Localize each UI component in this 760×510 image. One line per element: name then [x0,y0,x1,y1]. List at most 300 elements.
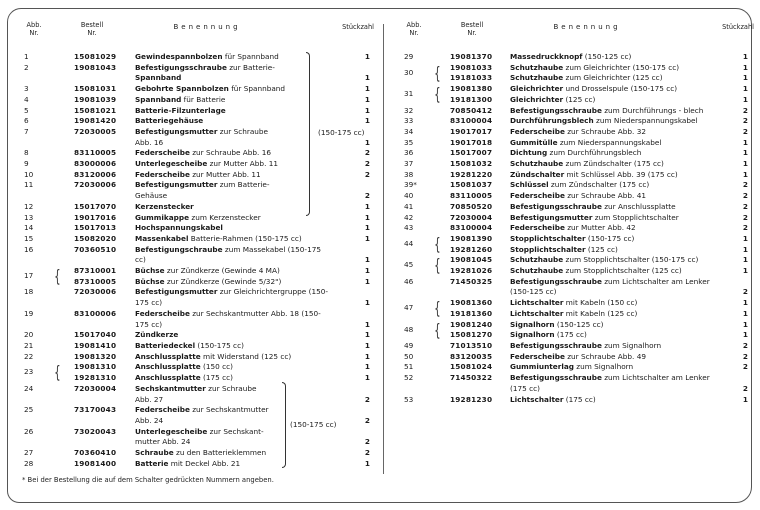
abb-nr: 20 [24,330,34,340]
stueckzahl: 2 [742,340,748,350]
part-name: Befestigungschraube [135,244,223,254]
bestell-nr: 19281260 [450,244,493,254]
variant-brace-icon: { [434,85,441,106]
part-description-continued: Abb. 16 [135,137,164,147]
part-description: (175 cc) [554,330,587,340]
bestell-nr: 19081310 [74,362,117,372]
abb-nr: 31 [404,89,414,99]
part-description: (150-125 cc) [554,319,604,329]
part-name: Schutzhaube [510,62,564,72]
bestell-nr: 83110005 [450,191,493,201]
benennung [135,52,330,63]
bestell-nr: 15081032 [450,159,493,169]
table-row [12,148,374,159]
benennung [510,373,725,394]
part-name: Befestigungsmutter [135,180,218,190]
variant-brace-icon: { [434,234,441,255]
benennung [510,52,725,63]
stueckzahl: 1 [742,148,748,158]
part-name: Signalhorn [510,319,555,329]
stueckzahl: 2 [364,394,370,404]
bestell-nr: 19081380 [450,84,493,94]
part-name: Sechskantmutter [135,383,206,393]
benennung [510,298,725,309]
table-row [392,395,754,406]
part-name: Befestigungsschraube [510,276,602,286]
bestell-nr: 19081240 [450,319,493,329]
abb-nr: 28 [24,458,34,468]
part-name: Durchführungsblech [510,116,594,126]
part-name: Unterlegescheibe [135,159,208,169]
table-header [392,22,754,46]
part-description: zum Kerzenstecker [189,212,261,222]
benennung [135,459,330,470]
bestell-nr: 15017070 [74,201,117,211]
bestell-nr: 19081420 [74,116,117,126]
bestell-nr: 71450325 [450,276,493,286]
table-row [392,73,754,84]
stueckzahl: 1 [364,298,370,308]
stueckzahl: 1 [742,330,748,340]
part-name: Gleichrichter [510,94,564,104]
stueckzahl: 1 [364,223,370,233]
abb-nr: 42 [404,212,414,222]
part-description: (150-175 cc) [195,340,244,350]
stueckzahl: 1 [364,362,370,372]
abb-nr: 7 [24,126,29,136]
abb-nr: 14 [24,223,34,233]
abb-nr: 19 [24,308,34,318]
part-description: zum Batterie- [217,180,270,190]
table-row [12,277,374,288]
stueckzahl: 2 [742,191,748,201]
table-row [12,106,374,117]
stueckzahl: 2 [364,169,370,179]
abb-nr: 33 [404,116,414,126]
variant-brace-icon: { [434,256,441,277]
bestell-nr: 19081045 [450,255,493,265]
benennung [135,95,330,106]
part-name: Batterie [135,458,169,468]
part-name: Gummikappe [135,212,190,222]
benennung [510,395,725,406]
bestell-nr: 15081270 [450,330,493,340]
part-description: zur Schraube [205,383,257,393]
bestell-nr: 19081039 [74,94,117,104]
part-description-continued: 175 cc) [135,319,163,329]
part-name: Hochspannungskabel [135,223,223,233]
abb-nr: 12 [24,201,34,211]
abb-nr: 3 [24,84,29,94]
stueckzahl: 1 [364,340,370,350]
abb-nr: 27 [24,448,34,458]
header-abb-line2: Nr. [29,28,39,37]
part-name: Batteriegehäuse [135,116,204,126]
abb-nr: 32 [404,105,414,115]
benennung [135,127,330,148]
stueckzahl: 1 [742,266,748,276]
header-bestell-line2: Nr. [467,28,477,37]
part-name: Massedruckknopf [510,52,583,61]
benennung [135,202,330,213]
table-row [392,95,754,106]
part-name: Stopplichtschalter [510,244,586,254]
benennung [510,95,725,106]
stueckzahl: 1 [364,116,370,126]
stueckzahl: 1 [742,137,748,147]
part-description: mit Kabeln (125 cc) [563,308,638,318]
part-name: Befestigungsmutter [135,287,218,297]
table-body [392,52,754,405]
group-label-nuts: (150-175 cc) [290,420,337,429]
abb-nr: 1 [24,52,29,61]
benennung [510,245,725,256]
benennung [510,106,725,117]
table-row [12,352,374,363]
part-description: für Batterie [181,94,226,104]
part-description: für Spannband [222,52,279,61]
table-row [12,180,374,201]
part-name: Schutzhaube [510,73,564,83]
part-description: zur Mutter Abb. 11 [189,169,261,179]
benennung [510,180,725,191]
stueckzahl: 1 [364,137,370,147]
stueckzahl: 1 [364,201,370,211]
part-description-continued: (150-125 cc) [510,287,557,297]
benennung [510,234,725,245]
part-description-continued: mutter Abb. 24 [135,437,191,447]
benennung [135,180,330,201]
part-description: Batterie-Rahmen (150-175 cc) [188,233,302,243]
header-bestell-line1: Bestell [80,21,104,29]
bestell-nr: 83120006 [74,169,117,179]
header-stueckzahl: Stückzahl [342,23,374,31]
benennung [510,255,725,266]
part-name: Federscheibe [510,191,565,201]
part-description-continued: Abb. 24 [135,415,164,425]
benennung [510,352,725,363]
benennung [135,116,330,127]
stueckzahl: 1 [364,276,370,286]
stueckzahl: 1 [364,330,370,340]
part-name: Schutzhaube [510,255,564,265]
stueckzahl: 1 [364,94,370,104]
abb-nr: 23 [24,367,34,377]
part-description: zum Stopplichtschalter [592,212,679,222]
abb-nr: 49 [404,340,414,350]
part-name: Befestigungsschraube [510,201,602,211]
bestell-nr: 19081370 [450,52,493,61]
stueckzahl: 2 [364,448,370,458]
part-description: zu den Batterieklemmen [173,448,267,458]
stueckzahl: 1 [742,169,748,179]
bestell-nr: 19081043 [74,62,117,72]
abb-nr: 52 [404,373,414,383]
part-name: Lichtschalter [510,308,564,318]
bestell-nr: 72030006 [74,180,117,190]
part-name: Dichtung [510,148,548,158]
part-name: Schutzhaube [510,159,564,169]
part-description: zur Schraube Abb. 32 [564,126,646,136]
benennung [510,341,725,352]
part-description-continued: (175 cc) [510,383,540,393]
bestell-nr: 83000006 [74,159,117,169]
benennung [510,127,725,138]
stueckzahl: 1 [364,351,370,361]
stueckzahl: 1 [364,52,370,61]
benennung [510,277,725,298]
part-description: zur Schraube Abb. 16 [189,148,271,158]
stueckzahl: 2 [742,362,748,372]
group-label-battery: (150-175 cc) [318,128,365,137]
part-description: zur Sechskantmutter [189,405,269,415]
abb-nr: 47 [404,303,414,313]
part-name: Büchse [135,266,165,276]
stueckzahl: 1 [742,233,748,243]
part-description-continued: Abb. 27 [135,394,164,404]
stueckzahl: 2 [742,201,748,211]
benennung [510,170,725,181]
table-row [12,459,374,470]
benennung [135,63,330,84]
abb-nr: 44 [404,238,414,248]
bestell-nr: 15081024 [450,362,493,372]
stueckzahl: 1 [742,73,748,83]
table-row [392,138,754,149]
benennung [135,84,330,95]
stueckzahl: 1 [364,266,370,276]
part-name: Büchse [135,276,165,286]
part-description: zum Durchführungsblech [547,148,642,158]
column-divider [383,24,384,474]
bestell-nr: 15017007 [450,148,493,158]
header-benennung: Benennung [173,23,241,31]
stueckzahl: 1 [742,394,748,404]
table-row [392,106,754,117]
table-row [12,427,374,448]
benennung [510,362,725,373]
table-row [12,170,374,181]
bestell-nr: 70360410 [74,448,117,458]
bestell-nr: 71450322 [450,373,493,383]
part-description: mit Kabeln (150 cc) [563,298,638,308]
parts-table-left [12,22,374,469]
part-name: Lichtschalter [510,394,564,404]
variant-brace-icon: { [434,63,441,84]
bestell-nr: 83100004 [450,116,493,126]
part-description: zur Schraube Abb. 49 [564,351,646,361]
stueckzahl: 2 [364,191,370,201]
benennung [510,159,725,170]
part-name: Federscheibe [510,223,565,233]
part-description: zum Niederspannungskabel [557,137,662,147]
benennung [135,373,330,384]
part-name: Schlüssel [510,180,549,190]
benennung [135,287,330,308]
part-description: zum Massekabel (150-175 cc) [135,244,321,265]
stueckzahl: 1 [364,319,370,329]
abb-nr: 16 [24,244,34,254]
benennung [510,309,725,320]
stueckzahl: 2 [742,126,748,136]
stueckzahl: 2 [742,383,748,393]
part-description: zum Gleichrichter (125 cc) [563,73,663,83]
stueckzahl: 1 [364,73,370,83]
bestell-nr: 19081320 [74,351,117,361]
bestell-nr: 83120035 [450,351,493,361]
part-name: Gummiunterlag [510,362,574,372]
benennung [135,309,330,330]
part-name: Federscheibe [510,126,565,136]
benennung [510,213,725,224]
part-description-continued: 175 cc) [135,298,163,308]
bestell-nr: 15082020 [74,233,117,243]
bestell-nr: 87310005 [74,276,117,286]
header-benennung: Benennung [553,23,621,31]
header-bestell-line1: Bestell [460,21,484,29]
benennung [510,116,725,127]
table-row [392,180,754,191]
benennung [135,277,330,288]
bestell-nr: 19081360 [450,298,493,308]
bestell-nr: 87310001 [74,266,117,276]
part-description: zur Schraube Abb. 41 [564,191,646,201]
part-description: (150 cc) [200,362,233,372]
abb-nr: 2 [24,62,29,72]
benennung [510,202,725,213]
header-stueckzahl: Stückzahl [722,23,754,31]
table-row [12,287,374,308]
bestell-nr: 19281026 [450,266,493,276]
footnote: * Bei der Bestellung die auf dem Schalter gedrückten Nummern angeben. [22,476,274,484]
part-name: Federscheibe [135,308,190,318]
stueckzahl: 1 [742,94,748,104]
bestell-nr: 15081031 [74,84,117,94]
abb-nr: 43 [404,223,414,233]
abb-nr: 6 [24,116,29,126]
part-name: Befestigungsschraube [510,105,602,115]
stueckzahl: 1 [364,458,370,468]
part-description: zur Sechskant- [207,426,264,436]
table-row [12,202,374,213]
stueckzahl: 1 [364,233,370,243]
benennung [135,384,330,405]
table-row [392,191,754,202]
abb-nr: 4 [24,94,29,104]
header-bestell-nr [72,22,112,37]
bestell-nr: 19281220 [450,169,493,179]
parts-table-right [392,22,754,405]
bestell-nr: 73170043 [74,405,117,415]
stueckzahl: 1 [742,319,748,329]
benennung [510,138,725,149]
abb-nr: 50 [404,351,414,361]
abb-nr: 9 [24,159,29,169]
part-description: (125 cc) [585,244,618,254]
abb-nr: 48 [404,324,414,334]
header-abb-nr [20,22,48,37]
stueckzahl: 1 [742,62,748,72]
abb-nr: 46 [404,276,414,286]
stueckzahl: 1 [364,255,370,265]
abb-nr: 8 [24,148,29,158]
bestell-nr: 15017040 [74,330,117,340]
benennung [510,73,725,84]
abb-nr: 36 [404,148,414,158]
stueckzahl: 1 [742,308,748,318]
table-row [12,159,374,170]
part-name: Gebohrte Spannbolzen [135,84,229,94]
part-description: zur Schraube [217,126,269,136]
part-description: zum Stopplichtschalter (125 cc) [563,266,682,276]
abb-nr: 35 [404,137,414,147]
variant-brace-icon: { [434,320,441,341]
table-row [12,330,374,341]
part-description: (125 cc) [563,94,596,104]
part-description: zum Zündschalter (175 cc) [563,159,664,169]
stueckzahl: 2 [364,148,370,158]
table-row [12,63,374,84]
abb-nr: 40 [404,191,414,201]
benennung [135,266,330,277]
table-row [12,223,374,234]
part-description: (150-125 cc) [582,52,632,61]
bestell-nr: 70850520 [450,201,493,211]
bestell-nr: 19181033 [450,73,493,83]
stueckzahl: 1 [742,159,748,169]
table-row [392,245,754,256]
table-header [12,22,374,46]
bestell-nr: 19017017 [450,126,493,136]
bestell-nr: 19081033 [450,62,493,72]
part-description: und Drosselspule (150-175 cc) [563,84,678,94]
part-name: Massenkabel [135,233,189,243]
benennung [135,106,330,117]
variant-brace-icon: { [54,267,61,288]
bestell-nr: 19181360 [450,308,493,318]
part-description-continued: Gehäuse [135,191,168,201]
bestell-nr: 15081029 [74,52,117,61]
part-name: Schutzhaube [510,266,564,276]
table-row [392,116,754,127]
table-row [12,448,374,459]
bestell-nr: 19017016 [74,212,117,222]
variant-brace-icon: { [434,299,441,320]
benennung [510,63,725,74]
stueckzahl: 2 [742,351,748,361]
abb-nr: 53 [404,394,414,404]
benennung [135,448,330,459]
bestell-nr: 19281230 [450,394,493,404]
stueckzahl: 1 [742,255,748,265]
part-name: Gleichrichter [510,84,564,94]
bestell-nr: 19081400 [74,458,117,468]
abb-nr: 18 [24,287,34,297]
table-row [12,84,374,95]
table-row [12,116,374,127]
table-row [12,52,374,63]
part-name: Befestigungsschraube [135,62,227,72]
header-bestell-line2: Nr. [87,28,97,37]
bestell-nr: 83100006 [74,308,117,318]
abb-nr: 41 [404,201,414,211]
benennung [135,341,330,352]
benennung [135,159,330,170]
abb-nr: 26 [24,426,34,436]
table-row [392,159,754,170]
bestell-nr: 19081410 [74,340,117,350]
bestell-nr: 73020043 [74,426,117,436]
